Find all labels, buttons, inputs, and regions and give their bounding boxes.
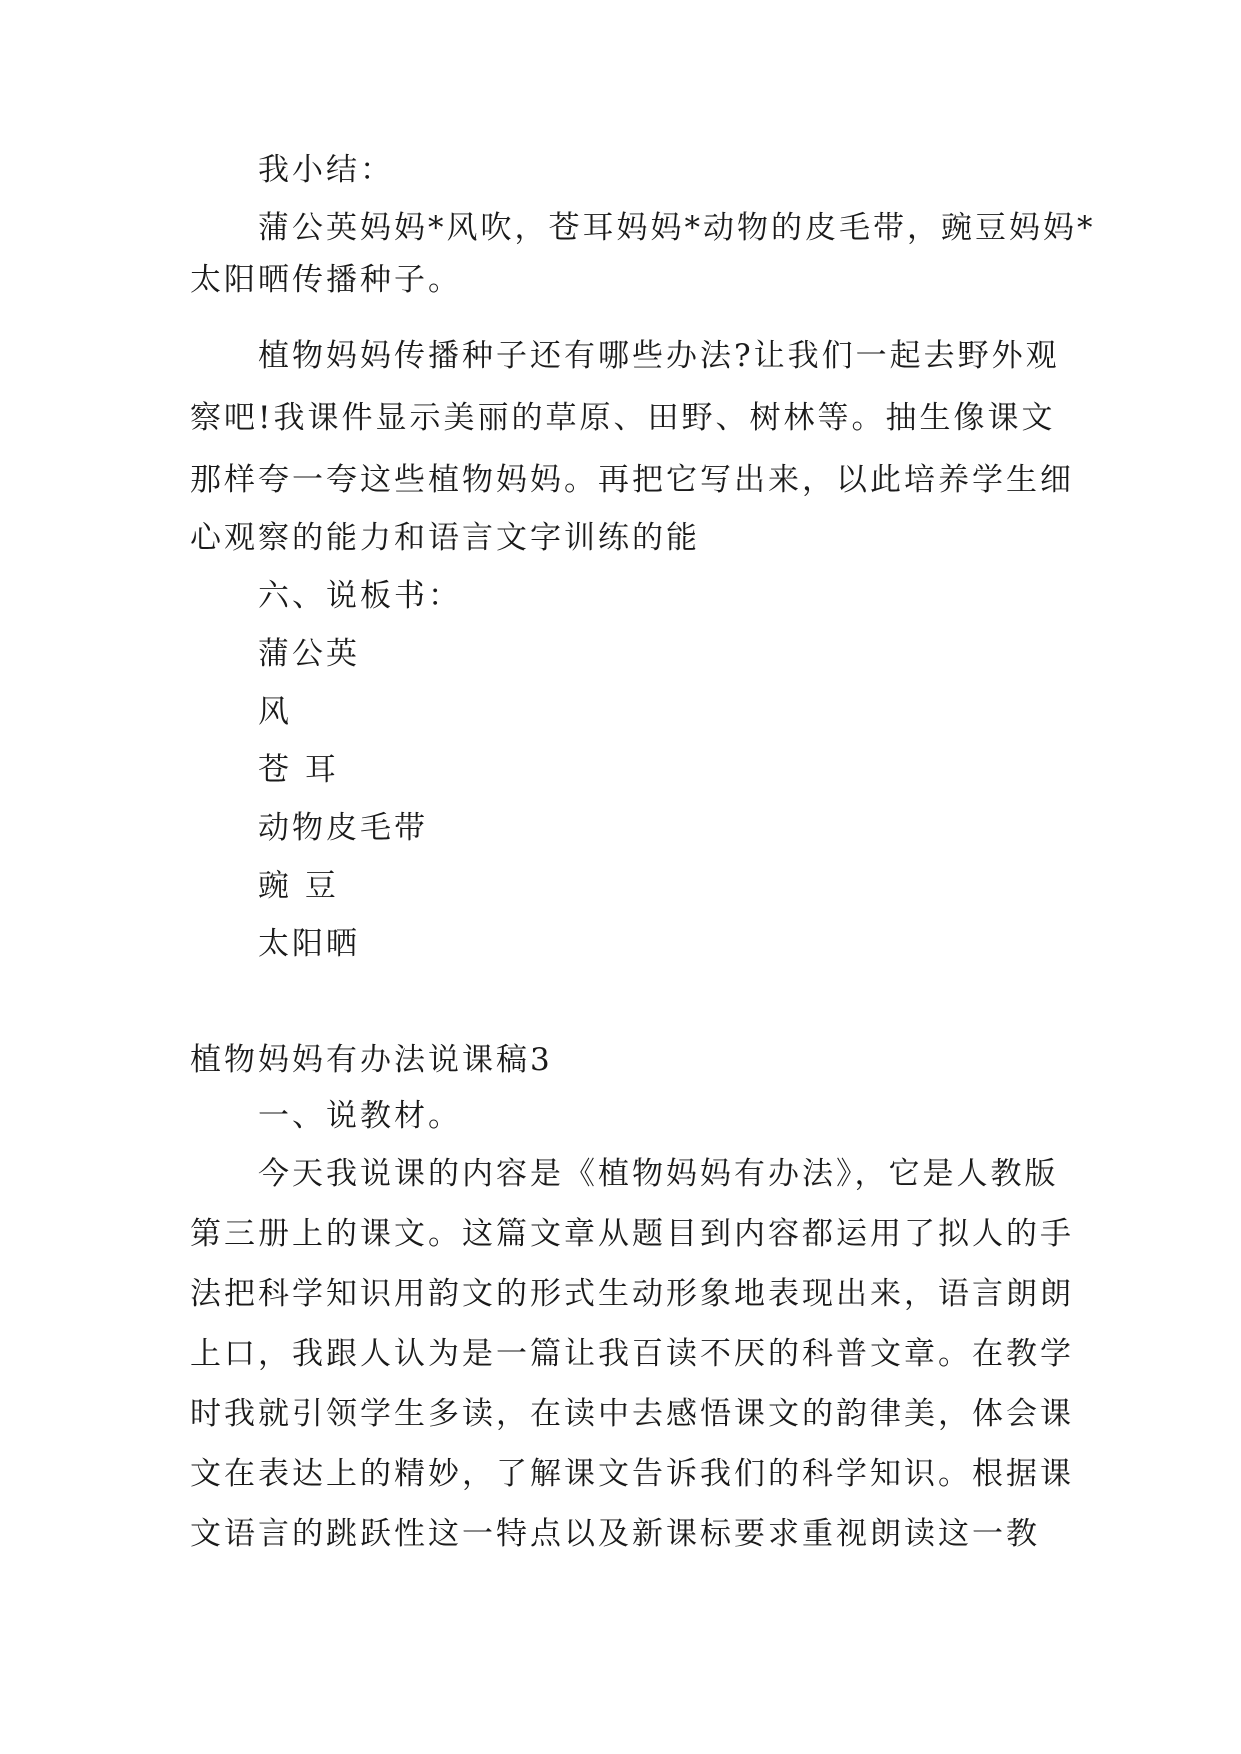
- summary-line: 蒲公英妈妈*风吹，苍耳妈妈*动物的皮毛带，豌豆妈妈*: [258, 210, 1096, 246]
- board-item: 风: [258, 694, 292, 730]
- paragraph-line: 植物妈妈传播种子还有哪些办法?让我们一起去野外观: [258, 338, 1060, 374]
- paragraph-line: 今天我说课的内容是《植物妈妈有办法》，它是人教版: [258, 1156, 1059, 1192]
- board-item: 动物皮毛带: [258, 810, 428, 846]
- paragraph-line: 时我就引领学生多读，在读中去感悟课文的韵律美，体会课: [190, 1396, 1074, 1432]
- section-heading: 一、说教材。: [258, 1098, 462, 1134]
- paragraph-line: 第三册上的课文。这篇文章从题目到内容都运用了拟人的手: [190, 1216, 1074, 1252]
- board-item: 蒲公英: [258, 636, 360, 672]
- summary-line: 太阳晒传播种子。: [190, 262, 462, 298]
- paragraph-line: 文在表达上的精妙，了解课文告诉我们的科学知识。根据课: [190, 1456, 1074, 1492]
- paragraph-line: 察吧!我课件显示美丽的草原、田野、树林等。抽生像课文: [190, 400, 1056, 436]
- paragraph-line: 心观察的能力和语言文字训练的能: [190, 520, 700, 556]
- board-item: 豌 豆: [258, 868, 339, 904]
- document-title: 植物妈妈有办法说课稿3: [190, 1042, 553, 1078]
- paragraph-line: 法把科学知识用韵文的形式生动形象地表现出来，语言朗朗: [190, 1276, 1074, 1312]
- paragraph-line: 那样夸一夸这些植物妈妈。再把它写出来，以此培养学生细: [190, 462, 1074, 498]
- board-item: 太阳晒: [258, 926, 360, 962]
- summary-heading: 我小结：: [258, 152, 394, 188]
- board-item: 苍 耳: [258, 752, 339, 788]
- board-heading: 六、说板书：: [258, 578, 462, 614]
- paragraph-line: 文语言的跳跃性这一特点以及新课标要求重视朗读这一教: [190, 1516, 1040, 1552]
- paragraph-line: 上口，我跟人认为是一篇让我百读不厌的科普文章。在教学: [190, 1336, 1074, 1372]
